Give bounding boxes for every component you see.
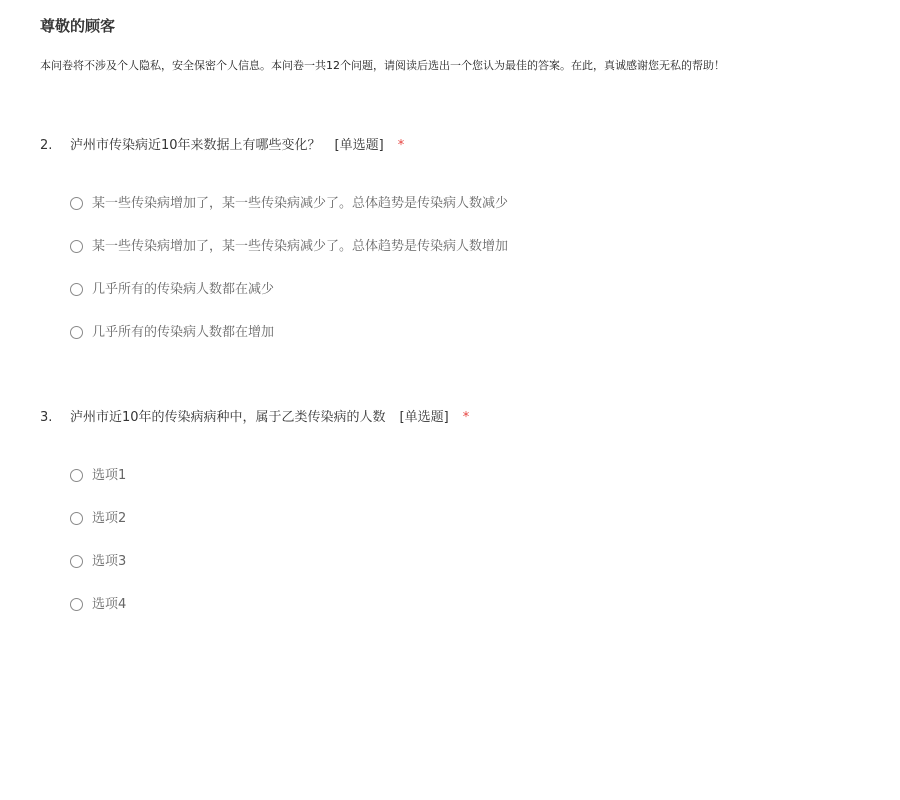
radio-button[interactable] [70, 598, 83, 611]
survey-intro: 本问卷将不涉及个人隐私，安全保密个人信息。本问卷一共12个问题，请阅读后选出一个您认为最佳的答案。在此，真诚感谢您无私的帮助！ [40, 59, 725, 72]
question-number: 3. [40, 410, 53, 425]
option-label[interactable]: 几乎所有的传染病人数都在减少 [92, 282, 275, 297]
option-label[interactable]: 选项1 [92, 468, 127, 483]
question-type-badge: [单选题] [399, 410, 449, 425]
question-text: 泸州市近10年的传染病病种中，属于乙类传染病的人数 [70, 410, 386, 425]
survey-container [40, 14, 880, 612]
question-title-row [40, 408, 880, 428]
option-item[interactable] [70, 325, 508, 368]
question-title-row [40, 136, 880, 156]
option-item[interactable] [70, 196, 508, 239]
radio-button[interactable] [70, 326, 83, 339]
option-label[interactable]: 选项2 [92, 511, 127, 526]
radio-button[interactable] [70, 555, 83, 568]
option-item[interactable] [70, 239, 508, 282]
option-label[interactable]: 某一些传染病增加了，某一些传染病减少了。总体趋势是传染病人数增加 [92, 239, 509, 254]
radio-button[interactable] [70, 283, 83, 296]
option-label[interactable]: 某一些传染病增加了，某一些传染病减少了。总体趋势是传染病人数减少 [92, 196, 509, 211]
options-list [70, 196, 508, 368]
radio-button[interactable] [70, 469, 83, 482]
radio-button[interactable] [70, 240, 83, 253]
option-label[interactable]: 选项3 [92, 554, 127, 569]
option-item[interactable] [70, 597, 126, 640]
radio-button[interactable] [70, 512, 83, 525]
radio-button[interactable] [70, 197, 83, 210]
option-label[interactable]: 几乎所有的传染病人数都在增加 [92, 325, 275, 340]
option-item[interactable] [70, 282, 508, 325]
option-label[interactable]: 选项4 [92, 597, 127, 612]
question-2 [40, 136, 880, 340]
question-type-badge: [单选题] [334, 138, 384, 153]
option-item[interactable] [70, 511, 126, 554]
greeting-title: 尊敬的顾客 [40, 17, 116, 35]
options-list [70, 468, 126, 640]
question-text: 泸州市传染病近10年来数据上有哪些变化？ [70, 138, 321, 153]
required-mark: * [397, 138, 405, 153]
question-number: 2. [40, 138, 53, 153]
required-mark: * [462, 410, 470, 425]
question-3 [40, 408, 880, 612]
option-item[interactable] [70, 554, 126, 597]
option-item[interactable] [70, 468, 126, 511]
